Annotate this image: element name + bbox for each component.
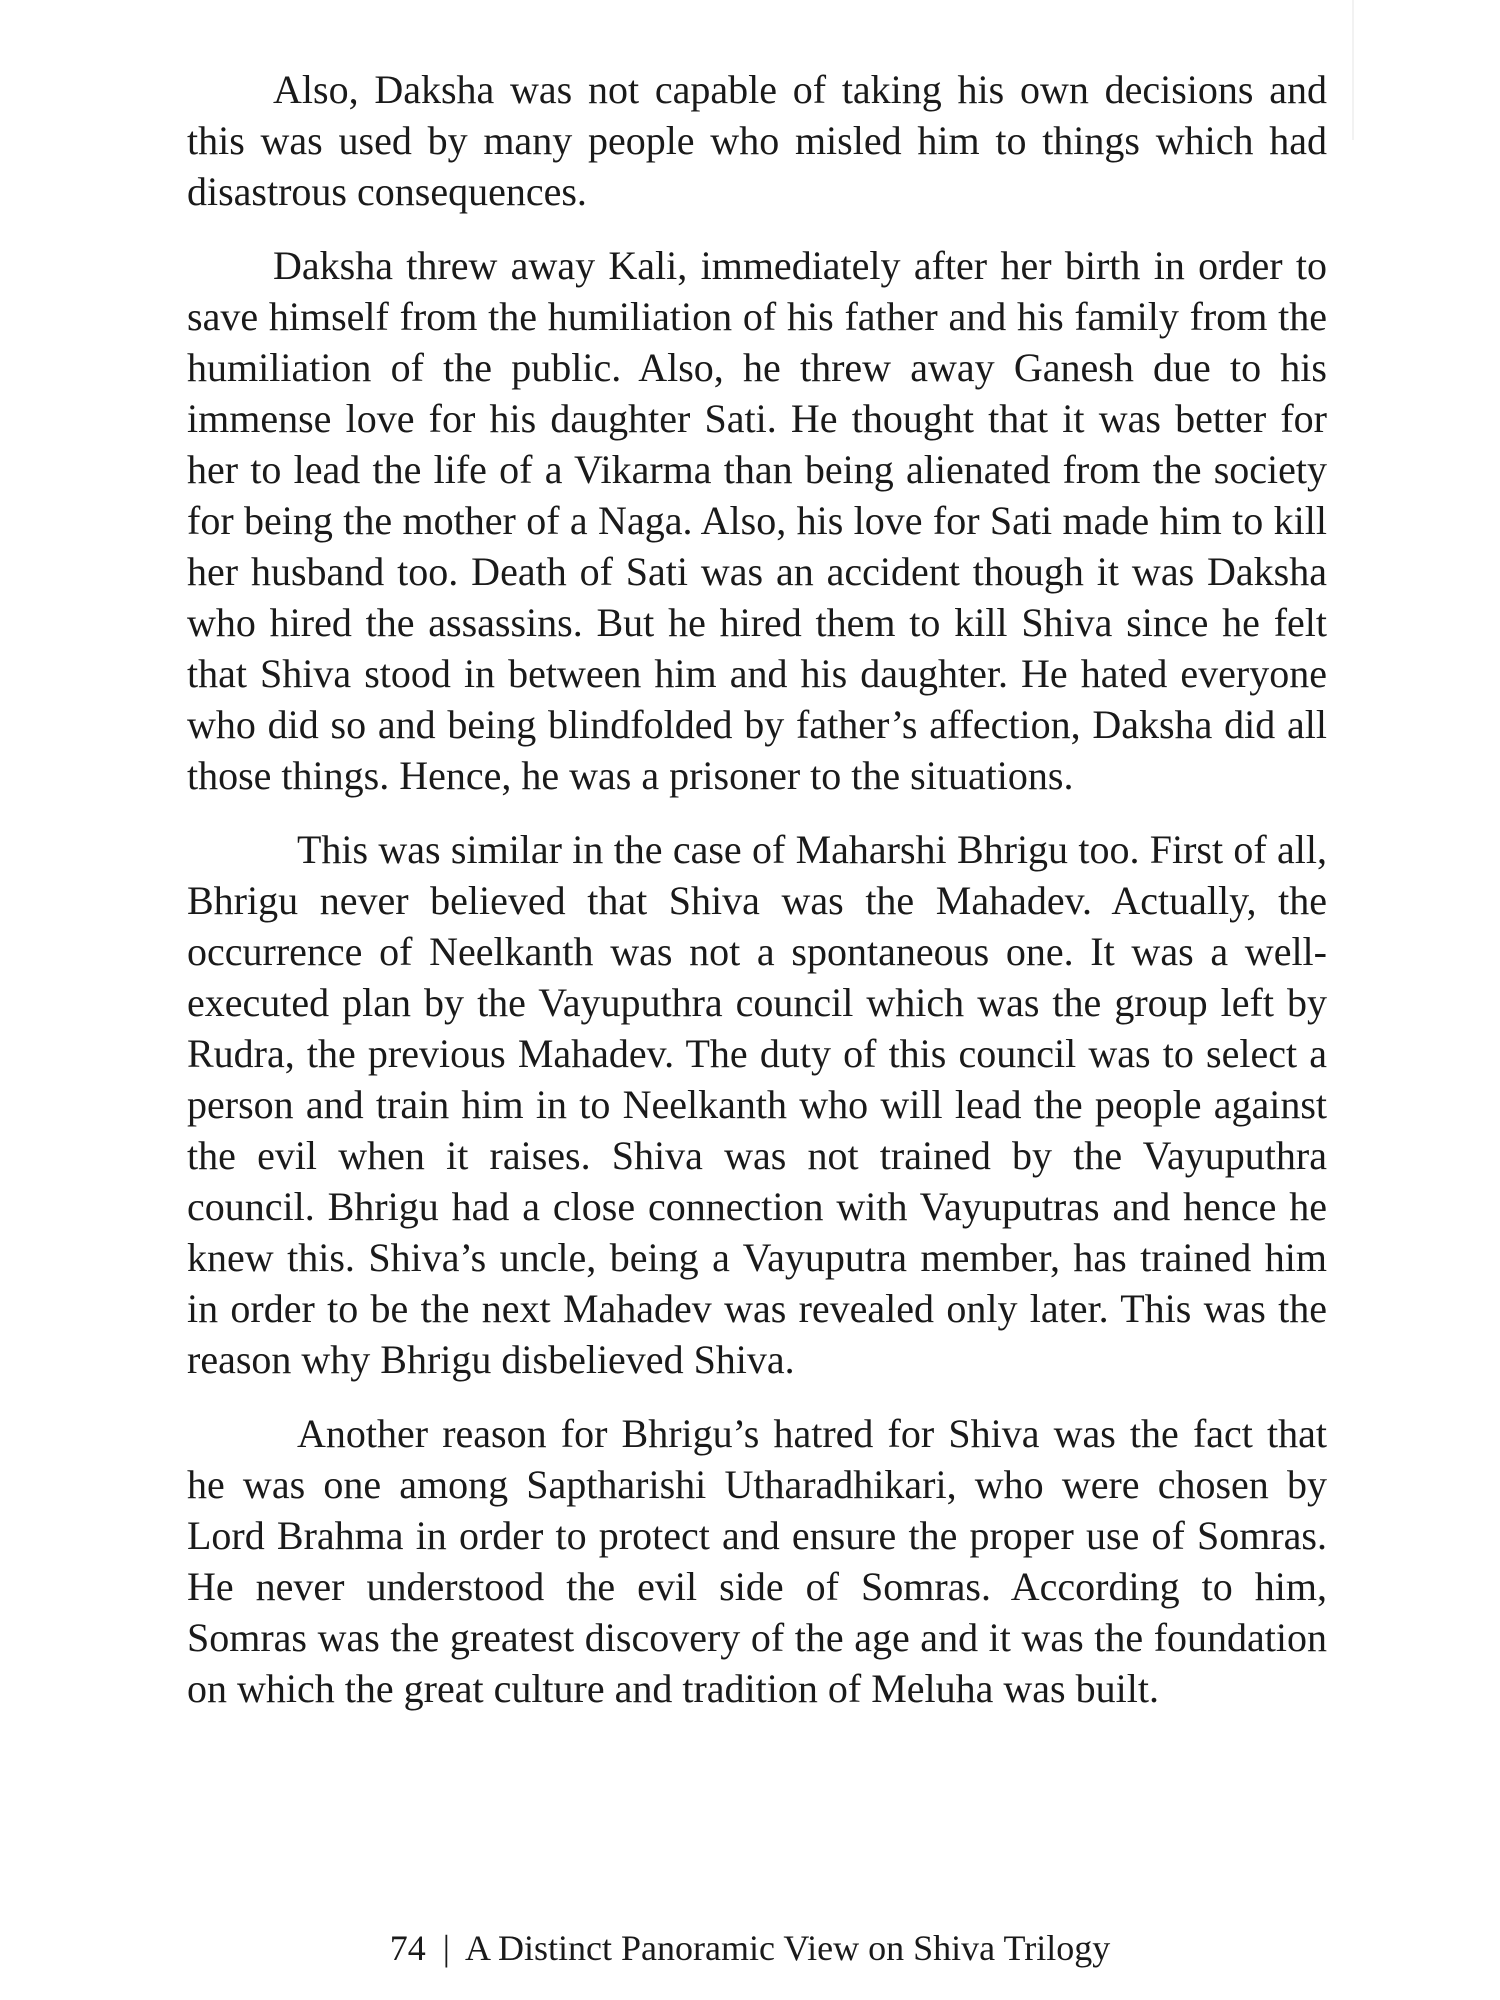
page-number: 74 xyxy=(389,1928,426,1968)
scan-edge-line xyxy=(1352,0,1354,140)
book-title: A Distinct Panoramic View on Shiva Trilogy xyxy=(465,1928,1111,1968)
page-body xyxy=(187,64,1327,1737)
page-footer xyxy=(0,1926,1500,1970)
paragraph-1: Also, Daksha was not capable of taking his own decisions and this was used by many people who misled him to things which had disastrous consequences. xyxy=(187,67,1327,214)
paragraph-2: Daksha threw away Kali, immediately after her birth in order to save himself from the humiliation of his father and his family from the humiliation of the public. Also, he threw away Ganesh due to his immense love for his daughter Sati. He thought that it was better for her to lead the life of a Vikarma than being alienated from the society for being the mother of a Naga. Also, his love for Sati made him to kill her husband too. Death of Sati was an accident though it was Daksha who hired the assassins. But he hired them to kill Shiva since he felt that Shiva stood in between him and his daughter. He hated everyone who did so and being blindfolded by father’s affection, Daksha did all those things. Hence, he was a prisoner to the situations. xyxy=(187,243,1327,798)
footer-separator: | xyxy=(442,1928,450,1968)
paragraph-4: Another reason for Bhrigu’s hatred for Shiva was the fact that he was one among Saptharishi Utharadhikari, who were chosen by Lord Brahma in order to protect and ensure the proper use of Somras. He never understood the evil side of Somras. According to him, Somras was the greatest discovery of the age and it was the foundation on which the great culture and tradition of Meluha was built. xyxy=(187,1411,1327,1711)
paragraph-3: This was similar in the case of Maharshi Bhrigu too. First of all, Bhrigu never believed that Shiva was the Mahadev. Actually, the occurrence of Neelkanth was not a spontaneous one. It was a well-executed plan by the Vayuputhra council which was the group left by Rudra, the previous Mahadev. The duty of this council was to select a person and train him in to Neelkanth who will lead the people against the evil when it raises. Shiva was not trained by the Vayuputhra council. Bhrigu had a close connection with Vayuputras and hence he knew this. Shiva’s uncle, being a Vayuputra member, has trained him in order to be the next Mahadev was revealed only later. This was the reason why Bhrigu disbelieved Shiva. xyxy=(187,827,1327,1382)
